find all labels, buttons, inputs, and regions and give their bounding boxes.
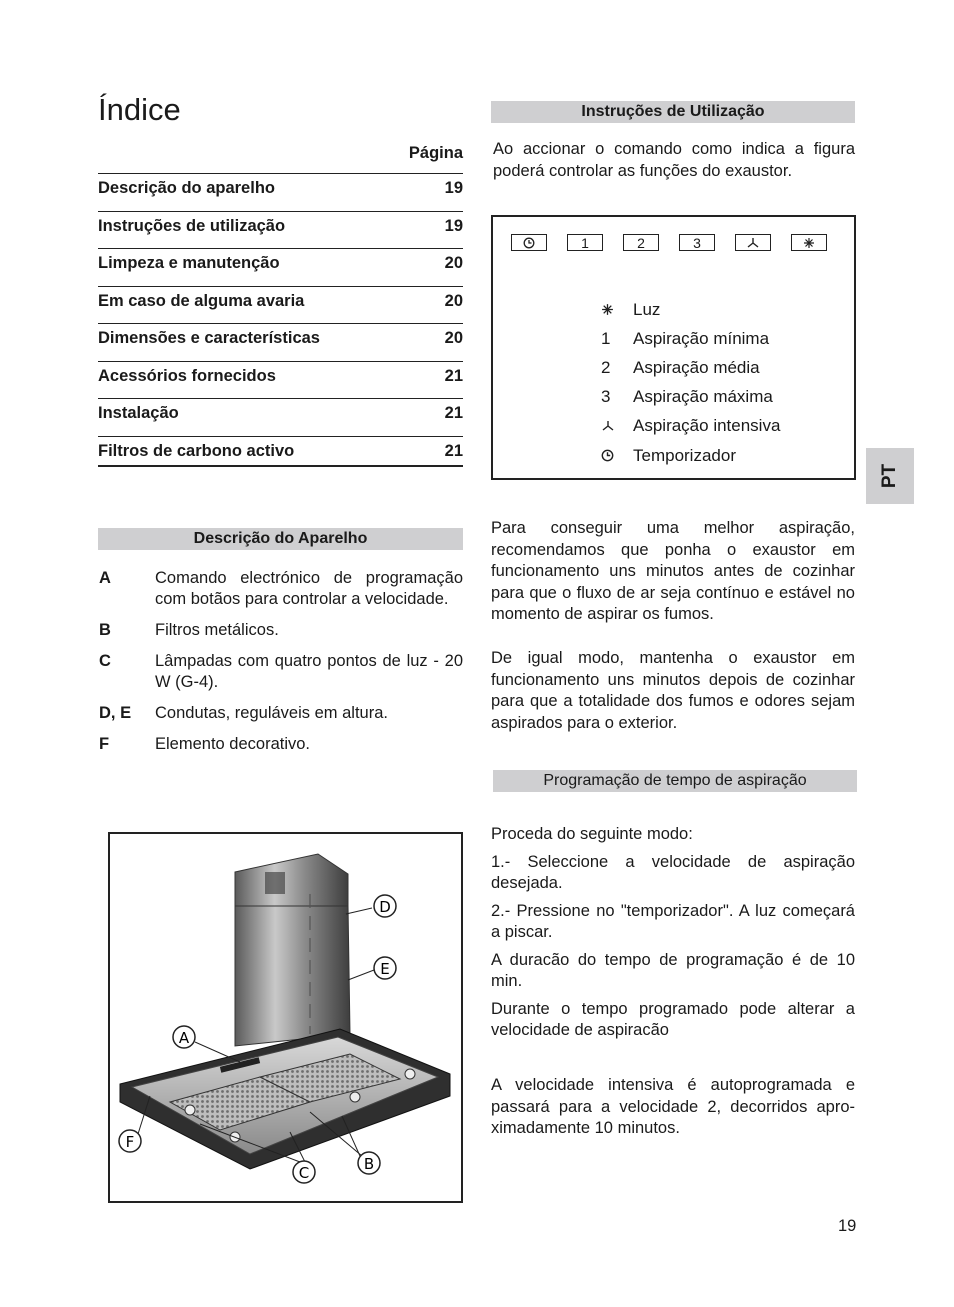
- toc-row[interactable]: [98, 324, 463, 362]
- item-text: Filtros metálicos.: [155, 621, 279, 639]
- toc-row[interactable]: [98, 249, 463, 287]
- legend-label: Aspiração mínima: [633, 328, 770, 348]
- toc-page: 20: [444, 254, 463, 272]
- control-panel-diagram: [491, 215, 856, 480]
- timer-icon: [523, 237, 535, 249]
- description-heading: Descrição do Aparelho: [98, 528, 463, 550]
- instructions-intro: Ao accionar o comando como indica a figura poderá controlar as funções do exaustor.: [493, 140, 855, 180]
- list-item: [99, 568, 463, 610]
- item-text: Condutas, reguláveis em altura.: [155, 704, 388, 722]
- item-text: Comando electrónico de programação com botãos para controlar a velocidade.: [155, 569, 463, 608]
- page-number: 19: [838, 1217, 857, 1235]
- toc-page: 21: [444, 366, 463, 385]
- callout-a: [173, 1026, 195, 1048]
- programming-heading: Programação de tempo de aspiração: [493, 770, 857, 792]
- toc-label: Dimensões e características: [98, 329, 320, 347]
- toc-label: Descrição do aparelho: [98, 179, 275, 197]
- toc-row[interactable]: [98, 362, 463, 400]
- toc-row[interactable]: [98, 174, 463, 212]
- programming-step: 1.- Seleccione a velocidade de aspiração desejada.: [491, 852, 855, 892]
- toc-row[interactable]: [98, 287, 463, 325]
- legend-row: [595, 412, 780, 441]
- light-icon: [601, 303, 614, 316]
- language-tab[interactable]: [866, 448, 914, 504]
- light-key[interactable]: [791, 234, 827, 251]
- callout-label: D: [379, 898, 391, 916]
- legend-symbol: 3: [601, 387, 611, 407]
- control-keys: [511, 234, 827, 251]
- control-legend: [595, 295, 780, 470]
- list-item: [99, 703, 463, 724]
- toc-row[interactable]: [98, 399, 463, 437]
- timer-icon: [601, 449, 614, 462]
- programming-steps: [491, 824, 855, 1042]
- instructions-paragraph-2: De igual modo, mantenha o exaustor em funcionamento uns minutos depois de cozinhar para que a totalidade dos fumos e odores sejam aspirados para o exterior.: [491, 649, 855, 732]
- toc-label: Instalação: [98, 404, 179, 422]
- callout-label: B: [363, 1155, 375, 1173]
- instructions-paragraph-1: Para conseguir uma melhor aspiração, recomendamos que ponha o exaustor em funcionamento uns minutos antes de cozinhar para que o fluxo de ar seja contínuo e estável no momento de aspirar os fumos.: [491, 519, 855, 623]
- programming-step: Proceda do seguinte modo:: [491, 825, 693, 843]
- item-letter: A: [99, 569, 111, 587]
- speed-1-key[interactable]: 1: [567, 234, 603, 251]
- callout-e: [374, 957, 396, 979]
- item-letter: F: [99, 735, 110, 753]
- callout-f: [119, 1130, 141, 1152]
- hood-illustration: [108, 832, 463, 1203]
- toc-page-header: Página: [98, 138, 463, 174]
- legend-label: Aspiração média: [633, 357, 760, 377]
- speed-3-key[interactable]: 3: [679, 234, 715, 251]
- item-text: Lâmpadas com quatro pontos de luz - 20 W (G-4).: [155, 652, 463, 691]
- legend-label: Luz: [633, 299, 661, 319]
- callout-label: C: [298, 1164, 310, 1182]
- legend-row: [595, 324, 780, 353]
- instructions-heading: Instruções de Utilização: [491, 101, 855, 123]
- timer-key[interactable]: [511, 234, 547, 251]
- list-item: [99, 620, 463, 641]
- page-title: Índice: [98, 92, 181, 127]
- legend-label: Aspiração intensiva: [633, 416, 781, 436]
- toc-label: Instruções de utilização: [98, 216, 286, 235]
- callout-label: A: [178, 1029, 190, 1047]
- list-item: [99, 734, 463, 755]
- callout-c: [293, 1161, 315, 1183]
- programming-note: A velocidade intensiva é autoprogramada e passará para a velocidade 2, decorridos apro-ximadamente 10 minutos.: [491, 1076, 855, 1137]
- item-letter: C: [99, 652, 111, 670]
- toc-page: 20: [444, 329, 463, 347]
- toc-row[interactable]: [98, 437, 463, 467]
- speed-2-key[interactable]: 2: [623, 234, 659, 251]
- legend-symbol: 1: [601, 328, 611, 348]
- callout-label: E: [380, 960, 390, 978]
- toc-label: Acessórios fornecidos: [98, 366, 276, 385]
- item-text: Elemento decorativo.: [155, 735, 311, 753]
- toc-row[interactable]: [98, 212, 463, 250]
- programming-step: 2.- Pressione no "temporizador". A luz começará a piscar.: [491, 901, 855, 941]
- toc-page: 19: [444, 179, 463, 197]
- description-list: [99, 568, 463, 765]
- table-of-contents: [98, 138, 463, 467]
- legend-symbol: 2: [601, 357, 611, 377]
- toc-page: 21: [444, 441, 463, 460]
- programming-step: A duracão do tempo de programação é de 10 min.: [491, 950, 855, 990]
- toc-label: Filtros de carbono activo: [98, 441, 295, 460]
- item-letter: B: [99, 621, 111, 639]
- toc-label: Em caso de alguma avaria: [98, 291, 305, 310]
- programming-step: Durante o tempo programado pode alterar a velocidade de aspiracão: [491, 999, 855, 1039]
- callout-d: [374, 895, 396, 917]
- intensive-key[interactable]: [735, 234, 771, 251]
- legend-row: [595, 295, 780, 324]
- legend-label: Aspiração máxima: [633, 387, 773, 407]
- callout-label: F: [125, 1133, 135, 1151]
- list-item: [99, 651, 463, 693]
- item-letter: D, E: [99, 704, 132, 722]
- legend-row: [595, 353, 780, 382]
- fan-icon: [746, 237, 760, 249]
- toc-page: 20: [444, 291, 463, 310]
- legend-label: Temporizador: [633, 445, 736, 465]
- language-tab-label: PT: [879, 463, 900, 489]
- toc-page: 19: [444, 216, 463, 235]
- toc-label: Limpeza e manutenção: [98, 254, 280, 272]
- light-icon: [803, 237, 815, 249]
- hood-drawing: [110, 834, 461, 1201]
- fan-icon: [601, 420, 615, 432]
- toc-page: 21: [444, 404, 463, 422]
- legend-row: [595, 441, 780, 470]
- legend-row: [595, 383, 780, 412]
- callout-b: [358, 1152, 380, 1174]
